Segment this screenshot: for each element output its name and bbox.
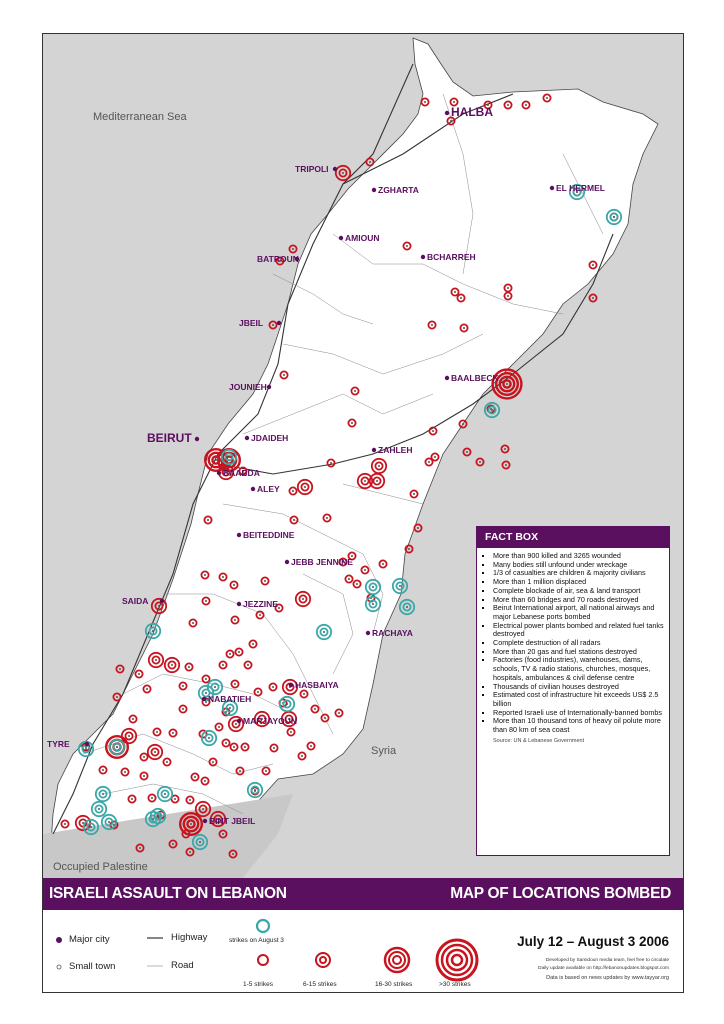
august3-symbol: [257, 920, 269, 932]
strike-marker: [414, 524, 421, 531]
strike-marker: [116, 665, 123, 672]
city-label: BAABDA: [223, 468, 260, 478]
strike-marker: [113, 693, 120, 700]
title-right: MAP OF LOCATIONS BOMBED: [450, 885, 671, 902]
city-label: MARJAYOUN: [243, 716, 298, 726]
city-label: BATROUN: [257, 254, 299, 264]
legend-6-15: 6-15 strikes: [303, 981, 337, 988]
fact-item: ▪ Complete destruction of all radars: [493, 639, 665, 648]
strike-marker: [589, 294, 596, 301]
major-city-dot: [285, 560, 289, 564]
city-label: TYRE: [47, 739, 70, 749]
palestine-label: Occupied Palestine: [53, 861, 148, 873]
fact-item: ▪ More than 900 killed and 3265 wounded: [493, 552, 665, 561]
map-frame: [42, 33, 684, 993]
city-label: EL HERMEL: [556, 183, 605, 193]
fact-item: ▪ More than 10 thousand tons of heavy oil polute more than 80 km of sea coast: [493, 717, 665, 734]
city-label: JEZZINE: [243, 599, 278, 609]
fact-source: Source: UN & Lebanese Government: [493, 737, 585, 744]
fact-item: ▪ Complete blockade of air, sea & land transport: [493, 587, 665, 596]
credit-line-1: Developed by Samidoun media team, feel free to circulate: [545, 958, 669, 963]
strike-marker: [289, 245, 296, 252]
legend-small-town: Small town: [69, 961, 116, 972]
strike-1-5-symbol: [258, 955, 268, 965]
legend-road: Road: [171, 960, 194, 971]
title-bar: [43, 878, 683, 910]
august3-marker: [400, 600, 414, 614]
major-city-symbol: [56, 937, 62, 943]
fact-item: ▪ More than 1 million displaced: [493, 578, 665, 587]
city-label: BCHARREH: [427, 252, 476, 262]
credit-line-2: Daily update available on http://lebanonupdates.blogspot.com: [538, 966, 669, 971]
city-label: JOUNIEH: [229, 382, 267, 392]
major-city-dot: [366, 631, 370, 635]
strike-16-30-symbol: [385, 948, 409, 972]
fact-list: [477, 552, 669, 735]
city-label: BINT JBEIL: [209, 816, 256, 826]
legend-august3: strikes on August 3: [229, 937, 284, 944]
major-city-dot: [85, 742, 89, 746]
city-label: HALBA: [451, 105, 493, 119]
major-city-dot: [372, 448, 376, 452]
city-label: JBEIL: [239, 318, 264, 328]
small-town-symbol: [57, 965, 61, 969]
legend: [43, 910, 683, 992]
legend-1-5: 1-5 strikes: [243, 981, 273, 988]
city-label: NABATIEH: [208, 694, 252, 704]
major-city-dot: [237, 719, 241, 723]
strike-marker: [366, 158, 373, 165]
major-city-dot: [333, 167, 337, 171]
city-label: JEBB JENNINE: [291, 557, 353, 567]
fact-item: ▪ More than 60 bridges and 70 roads destroyed: [493, 596, 665, 605]
major-city-dot: [421, 255, 425, 259]
strike-marker: [336, 166, 350, 180]
city-label: SAIDA: [122, 596, 149, 606]
fact-item: ▪ More than 20 gas and fuel stations destroyed: [493, 648, 665, 657]
legend-16-30: 16-30 strikes: [375, 981, 413, 988]
major-city-dot: [289, 683, 293, 687]
fact-item: ▪ Many bodies still unfound under wreckage: [493, 561, 665, 570]
city-label: ZGHARTA: [378, 185, 419, 195]
city-label: RACHAYA: [372, 628, 413, 638]
city-label: BEITEDDINE: [243, 530, 295, 540]
city-label: ZAHLEH: [378, 445, 413, 455]
fact-box-title: FACT BOX: [477, 527, 669, 548]
major-city-dot: [195, 437, 199, 441]
major-city-dot: [245, 436, 249, 440]
strike-marker: [476, 458, 483, 465]
fact-box: [476, 526, 670, 856]
strike-marker: [269, 321, 276, 328]
major-city-dot: [372, 188, 376, 192]
city-label: JDAIDEH: [251, 433, 289, 443]
strike-marker: [502, 461, 509, 468]
fact-item: ▪ Electrical power plants bombed and related fuel tanks destroyed: [493, 622, 665, 639]
major-city-dot: [339, 236, 343, 240]
legend-30plus: >30 strikes: [439, 981, 471, 988]
city-label: HASBAIYA: [295, 680, 339, 690]
date-range: July 12 – August 3 2006: [517, 934, 669, 949]
major-city-dot: [237, 533, 241, 537]
fact-item: ▪ Thousands of civilian houses destroyed: [493, 683, 665, 692]
major-city-dot: [251, 487, 255, 491]
fact-item: ▪ Beirut International airport, all national airways and major Lebanese ports bombed: [493, 604, 665, 621]
sea-label: Mediterranean Sea: [93, 111, 187, 123]
major-city-dot: [445, 376, 449, 380]
city-label: BAALBECK: [451, 373, 499, 383]
city-label: BEIRUT: [147, 431, 192, 445]
fact-item: ▪ Factories (food industries), warehouses, dams, schools, TV & radio stations, churches, mosques, hospitals, ambulances & civil defense centre: [493, 656, 665, 682]
strike-marker: [463, 448, 470, 455]
strike-marker: [501, 445, 508, 452]
major-city-dot: [160, 599, 164, 603]
fact-item: ▪ Reported Israeli use of Internationally-banned bombs: [493, 709, 665, 718]
strike-6-15-symbol: [316, 953, 330, 967]
city-label: TRIPOLI: [295, 164, 329, 174]
major-city-dot: [217, 471, 221, 475]
syria-label: Syria: [371, 745, 397, 757]
major-city-dot: [445, 111, 449, 115]
title-left: ISRAELI ASSAULT ON LEBANON: [49, 885, 287, 902]
major-city-dot: [277, 321, 281, 325]
major-city-dot: [237, 602, 241, 606]
major-city-dot: [203, 819, 207, 823]
major-city-dot: [267, 385, 271, 389]
major-city-dot: [550, 186, 554, 190]
city-label: ALEY: [257, 484, 280, 494]
legend-major-city: Major city: [69, 934, 110, 945]
credit-line-3: Data is based on news updates by www.tayyar.org: [546, 975, 669, 981]
city-label: AMIOUN: [345, 233, 380, 243]
legend-highway: Highway: [171, 932, 208, 943]
fact-item: ▪ 1/3 of casualties are children & majority civilians: [493, 569, 665, 578]
fact-item: ▪ Estimated cost of infrastructure hit exceeds US$ 2.5 billion: [493, 691, 665, 708]
major-city-dot: [202, 697, 206, 701]
